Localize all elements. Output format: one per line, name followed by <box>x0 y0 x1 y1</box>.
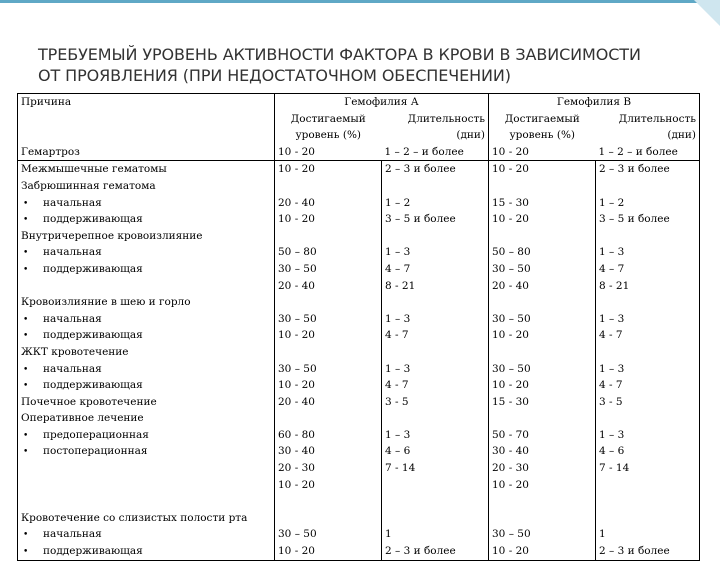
row-a-dur: 1 – 3 <box>385 362 411 375</box>
row-a-dur: 1 – 3 <box>385 428 411 441</box>
header-hemophilia-b-title: Гемофилия В <box>556 96 632 108</box>
row-cause: • поддерживающая <box>21 261 271 278</box>
row-b-dur: 1 <box>599 528 606 541</box>
header-hemophilia-a <box>275 94 489 161</box>
row-b-dur: 1 – 3 <box>599 312 625 325</box>
row-b-dur: 2 – 3 и более <box>599 545 670 558</box>
row-b-dur: 4 – 7 <box>599 262 625 275</box>
row-a-dur <box>385 493 485 510</box>
row-b-dur <box>599 294 696 311</box>
row-b-lvl <box>492 178 592 195</box>
row-a-dur <box>385 178 485 195</box>
row-b-dur <box>599 510 696 527</box>
row-a-lvl <box>278 510 378 527</box>
row-a-dur: 1 – 3 <box>385 312 411 325</box>
row-b-dur: 3 - 5 <box>599 395 623 408</box>
row-cause: Внутричерепное кровоизлияние <box>21 229 203 242</box>
row-b-lvl <box>492 344 592 361</box>
corner-decoration <box>694 0 720 26</box>
row-b-lvl: 30 – 50 <box>492 362 531 375</box>
row-cause: • постоперационная <box>21 443 271 460</box>
row-b-dur: 1 – 3 <box>599 246 625 259</box>
row-b-dur <box>599 228 696 245</box>
row-a-lvl: 30 - 40 <box>278 445 315 458</box>
row-a-lvl <box>278 294 378 311</box>
row-cause: Межмышечные гематомы <box>21 163 167 176</box>
row-b-lvl: 20 - 40 <box>492 279 529 292</box>
row-a-dur: 8 - 21 <box>385 279 416 292</box>
row-b-dur: 1 – 2 <box>599 196 625 209</box>
row-cause: • поддерживающая <box>21 377 271 394</box>
row-a-duration: 1 – 2 – и более <box>384 145 464 158</box>
row-cause: • предоперационная <box>21 427 271 444</box>
row-b-lvl: 10 - 20 <box>492 163 529 176</box>
row-b-dur: 4 - 7 <box>599 379 623 392</box>
row-b-lvl: 50 - 70 <box>492 428 529 441</box>
row-b-lvl: 10 - 20 <box>492 379 529 392</box>
hemophilia-b-duration-column <box>596 161 700 560</box>
row-a-dur: 4 – 6 <box>385 445 411 458</box>
header-hemophilia-a-title: Гемофилия А <box>344 96 419 108</box>
row-cause: Оперативное лечение <box>21 412 144 425</box>
header-level-b-l1: Достигаемый <box>504 112 580 125</box>
row-a-lvl: 10 - 20 <box>278 478 315 491</box>
hemophilia-b-level-column <box>489 161 596 560</box>
row-a-lvl: 10 - 20 <box>278 213 315 226</box>
row-a-lvl: 60 - 80 <box>278 428 315 441</box>
top-accent-line <box>0 0 720 3</box>
row-b-lvl: 10 - 20 <box>492 329 529 342</box>
row-a-lvl: 30 – 50 <box>278 312 317 325</box>
row-b-dur: 4 – 6 <box>599 445 625 458</box>
row-a-lvl <box>278 228 378 245</box>
row-b-dur <box>599 344 696 361</box>
row-b-dur <box>599 477 696 494</box>
header-level-a-l2: уровень (%) <box>295 129 362 142</box>
row-b-lvl: 30 - 40 <box>492 445 529 458</box>
row-b-lvl <box>492 294 592 311</box>
row-b-dur: 3 – 5 и более <box>599 213 670 226</box>
row-b-dur: 2 – 3 и более <box>599 163 670 176</box>
table-header-row <box>18 94 700 161</box>
row-cause: Почечное кровотечение <box>21 395 157 408</box>
row-a-dur: 1 <box>385 528 392 541</box>
row-cause: • начальная <box>21 244 271 261</box>
row-cause: ЖКТ кровотечение <box>21 345 129 358</box>
row-a-lvl: 10 - 20 <box>278 163 315 176</box>
row-a-dur: 7 - 14 <box>385 462 416 475</box>
row-cause: Гемартроз <box>21 145 80 158</box>
header-duration-b-l2: (дни) <box>667 129 696 142</box>
row-b-lvl: 30 – 50 <box>492 312 531 325</box>
row-b-lvl: 30 – 50 <box>492 262 531 275</box>
row-a-lvl: 30 – 50 <box>278 262 317 275</box>
row-a-lvl: 10 - 20 <box>278 545 315 558</box>
header-level-a-l1: Достигаемый <box>290 112 366 125</box>
row-b-duration: 1 – 2 – и более <box>598 145 678 158</box>
row-b-lvl: 15 - 30 <box>492 395 529 408</box>
row-cause: • начальная <box>21 311 271 328</box>
row-b-dur <box>599 493 696 510</box>
row-a-lvl: 10 - 20 <box>278 379 315 392</box>
row-a-dur: 4 - 7 <box>385 379 409 392</box>
header-cause-cell <box>18 94 275 161</box>
header-duration-a-l2: (дни) <box>456 129 485 142</box>
row-a-dur <box>385 344 485 361</box>
row-cause: • поддерживающая <box>21 327 271 344</box>
row-cause <box>21 460 271 477</box>
header-duration-a-l1: Длительность <box>407 112 485 125</box>
row-b-dur <box>599 178 696 195</box>
row-b-lvl: 10 - 20 <box>492 213 529 226</box>
row-b-lvl: 15 - 30 <box>492 196 529 209</box>
row-a-dur: 1 – 2 <box>385 196 411 209</box>
row-cause: Забрюшинная гематома <box>21 179 156 192</box>
row-b-level: 10 - 20 <box>492 145 529 158</box>
row-b-lvl: 10 - 20 <box>492 545 529 558</box>
header-level-b-l2: уровень (%) <box>509 129 576 142</box>
row-b-lvl: 20 - 30 <box>492 462 529 475</box>
row-cause: • начальная <box>21 195 271 212</box>
row-a-dur: 3 – 5 и более <box>385 213 456 226</box>
row-b-lvl: 30 – 50 <box>492 528 531 541</box>
row-cause: • поддерживающая <box>21 211 271 228</box>
row-a-dur: 2 – 3 и более <box>385 163 456 176</box>
row-b-dur: 1 – 3 <box>599 362 625 375</box>
header-duration-b-l1: Длительность <box>618 112 696 125</box>
row-a-lvl: 20 - 40 <box>278 279 315 292</box>
row-a-dur <box>385 477 485 494</box>
row-cause <box>21 493 271 510</box>
row-a-lvl <box>278 344 378 361</box>
row-b-lvl <box>492 410 592 427</box>
row-b-lvl <box>492 228 592 245</box>
hemophilia-a-level-column <box>275 161 382 560</box>
row-cause: • поддерживающая <box>21 543 271 560</box>
row-cause: Кровоизлияние в шею и горло <box>21 296 191 309</box>
slide-title <box>38 44 698 86</box>
row-a-lvl <box>278 178 378 195</box>
table-body-row <box>18 161 700 560</box>
row-b-dur: 8 - 21 <box>599 279 630 292</box>
header-hemophilia-b <box>489 94 700 161</box>
row-a-lvl: 30 – 50 <box>278 362 317 375</box>
row-a-dur: 4 – 7 <box>385 262 411 275</box>
factor-activity-table <box>17 93 700 561</box>
row-a-lvl: 20 - 40 <box>278 395 315 408</box>
row-cause <box>21 278 271 295</box>
row-a-lvl: 30 – 50 <box>278 528 317 541</box>
row-a-dur <box>385 510 485 527</box>
slide-title-line-2: ОТ ПРОЯВЛЕНИЯ (ПРИ НЕДОСТАТОЧНОМ ОБЕСПЕЧЕНИИ) <box>38 66 511 85</box>
row-a-level: 10 - 20 <box>278 145 315 158</box>
row-a-lvl: 20 - 30 <box>278 462 315 475</box>
row-a-dur: 1 – 3 <box>385 246 411 259</box>
header-cause: Причина <box>21 96 72 108</box>
row-cause <box>21 477 271 494</box>
row-a-dur: 2 – 3 и более <box>385 545 456 558</box>
row-b-dur <box>599 410 696 427</box>
row-a-lvl: 50 – 80 <box>278 246 317 259</box>
row-a-dur <box>385 228 485 245</box>
row-a-lvl: 10 - 20 <box>278 329 315 342</box>
slide-title-line-1: ТРЕБУЕМЫЙ УРОВЕНЬ АКТИВНОСТИ ФАКТОРА В КРОВИ В ЗАВИСИМОСТИ <box>38 45 641 64</box>
row-b-lvl: 10 - 20 <box>492 478 529 491</box>
row-a-lvl <box>278 493 378 510</box>
row-a-dur <box>385 294 485 311</box>
row-a-dur <box>385 410 485 427</box>
row-b-lvl <box>492 493 592 510</box>
row-b-dur: 4 - 7 <box>599 329 623 342</box>
cause-column <box>18 161 275 560</box>
row-cause: Кровотечение со слизистых полости рта <box>21 511 248 524</box>
row-a-lvl: 20 - 40 <box>278 196 315 209</box>
row-b-dur: 7 - 14 <box>599 462 630 475</box>
row-a-dur: 3 - 5 <box>385 395 409 408</box>
hemophilia-a-duration-column <box>382 161 489 560</box>
row-a-dur: 4 - 7 <box>385 329 409 342</box>
row-b-lvl: 50 – 80 <box>492 246 531 259</box>
row-cause: • начальная <box>21 526 271 543</box>
row-a-lvl <box>278 410 378 427</box>
row-cause: • начальная <box>21 361 271 378</box>
row-b-dur: 1 – 3 <box>599 428 625 441</box>
row-b-lvl <box>492 510 592 527</box>
